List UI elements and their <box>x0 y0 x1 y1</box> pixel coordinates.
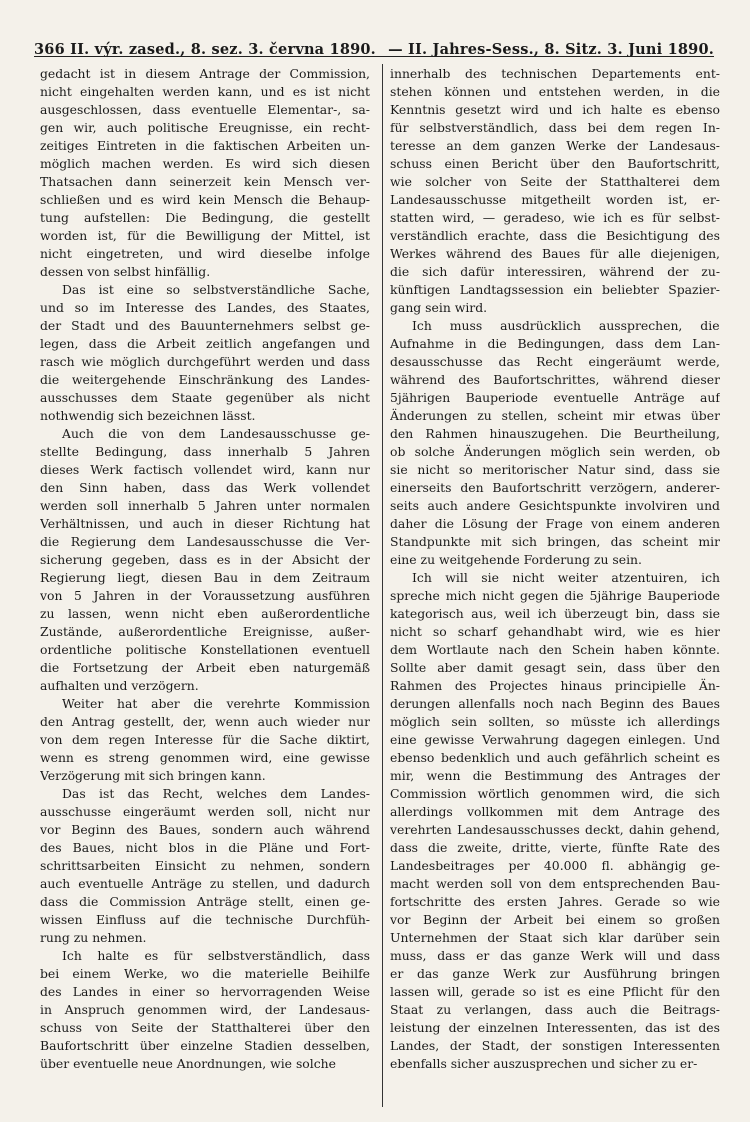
text-line: die Fortsetzung der Arbeit eben naturgemäß <box>40 660 370 675</box>
text-line: Auch die von dem Landesausschusse ge- <box>62 426 370 441</box>
text-line: ebenso bedenklich und auch gefährlich scheint es <box>390 750 720 765</box>
text-line: die Regierung dem Landesausschusse die Ver- <box>40 534 370 549</box>
text-line: nicht so scharf gehandhabt wird, wie es hier <box>390 624 720 639</box>
text-line: und so im Interesse des Landes, des Staates, <box>40 300 370 315</box>
right-column <box>390 65 720 1073</box>
text-line: schuss einen Bericht über den Baufortschritt, <box>390 156 720 171</box>
paragraph <box>40 65 370 281</box>
text-line: von dem regen Interesse für die Sache diktirt, <box>40 732 370 747</box>
text-line: werden soll innerhalb 5 Jahren unter normalen <box>40 498 370 513</box>
text-line: statten wird, — geradeso, wie ich es für selbst- <box>390 210 720 225</box>
text-line: möglich machen werden. Es wird sich diesen <box>40 156 370 171</box>
text-line: Baufortschritt über einzelne Stadien desselben, <box>40 1038 370 1053</box>
text-line: lassen will, gerade so ist es eine Pflicht für den <box>390 984 720 999</box>
text-line: ausschusses dem Staate gegenüber als nicht <box>40 390 370 405</box>
text-line: Werkes während des Baues für alle diejenigen, <box>390 246 720 261</box>
text-line: ausgeschlossen, dass eventuelle Elementar-, sa- <box>40 102 370 117</box>
text-line: verehrten Landesausschusses deckt, dahin gehend, <box>390 822 720 837</box>
text-line: wissen Einfluss auf die technische Durchfüh- <box>40 912 370 927</box>
text-line: spreche mich nicht gegen die 5jährige Bauperiode <box>390 588 720 603</box>
paragraph <box>390 317 720 569</box>
page-header <box>34 24 714 58</box>
paragraph <box>40 281 370 425</box>
text-line: gedacht ist in diesem Antrage der Commission, <box>40 66 370 81</box>
text-line: den Rahmen hinauszugehen. Die Beurtheilung, <box>390 426 720 441</box>
text-line: Ich will sie nicht weiter atzentuiren, ich <box>412 570 720 585</box>
text-line: macht werden soll von dem entsprechenden Bau- <box>390 876 720 891</box>
paragraph <box>40 785 370 947</box>
text-line: sie nicht so meritorischer Natur sind, dass sie <box>390 462 720 477</box>
text-line: Kenntnis gesetzt wird und ich halte es ebenso <box>390 102 720 117</box>
text-line: Weiter hat aber die verehrte Kommission <box>62 696 370 711</box>
text-line: Sollte aber damit gesagt sein, dass über den <box>390 660 720 675</box>
text-line: Standpunkte mit sich bringen, das scheint mir <box>390 534 720 549</box>
text-line: dass die zweite, dritte, vierte, fünfte Rate des <box>390 840 720 855</box>
text-line: die sich dafür interessiren, während der zu- <box>390 264 720 279</box>
paragraph <box>40 425 370 695</box>
text-line: desausschusse das Recht eingeräumt werde, <box>390 354 720 369</box>
paragraph <box>40 695 370 785</box>
text-line: Das ist das Recht, welches dem Landes- <box>62 786 370 801</box>
text-line: fortschritte des ersten Jahres. Gerade so wie <box>390 894 720 909</box>
text-line: dem Wortlaute nach den Schein haben könnte. <box>390 642 720 657</box>
text-line: eine gewisse Verwahrung dagegen einlegen. Und <box>390 732 720 747</box>
text-line: stellte Bedingung, dass innerhalb 5 Jahren <box>40 444 370 459</box>
text-line: Staat zu verlangen, dass auch die Beitrags- <box>390 1002 720 1017</box>
text-line: gen wir, auch politische Ereugnisse, ein recht- <box>40 120 370 135</box>
text-line: einerseits den Baufortschritt verzögern, anderer- <box>390 480 720 495</box>
text-line: stehen können und entstehen werden, in die <box>390 84 720 99</box>
text-line: Ich muss ausdrücklich aussprechen, die <box>412 318 720 333</box>
text-line: gang sein wird. <box>390 300 488 315</box>
text-line: Verzögerung mit sich bringen kann. <box>40 768 266 783</box>
text-line: vor Beginn der Arbeit bei einem so großen <box>390 912 720 927</box>
text-line: Zustände, außerordentliche Ereignisse, außer- <box>40 624 370 639</box>
text-line: bei einem Werke, wo die materielle Beihilfe <box>40 966 370 981</box>
text-line: 5jährigen Bauperiode eventuelle Anträge auf <box>390 390 720 405</box>
text-line: ob solche Änderungen möglich sein werden, ob <box>390 444 720 459</box>
text-line: Änderungen zu stellen, scheint mir etwas über <box>390 408 720 423</box>
text-line: ebenfalls sicher auszusprechen und sicher zu er- <box>390 1056 698 1071</box>
text-line: in Anspruch genommen wird, der Landesaus- <box>40 1002 370 1017</box>
text-line: seits auch andere Gesichtspunkte involviren und <box>390 498 720 513</box>
text-line: legen, dass die Arbeit zeitlich angefangen und <box>40 336 370 351</box>
text-line: Landes, der Stadt, der sonstigen Interessenten <box>390 1038 720 1053</box>
text-line: die weitergehende Einschränkung des Landes- <box>40 372 370 387</box>
column-divider <box>382 64 383 1107</box>
text-line: eine zu weitgehende Forderung zu sein. <box>390 552 642 567</box>
text-line: verständlich erachte, dass die Besichtigung des <box>390 228 720 243</box>
text-line: schuss von Seite der Statthalterei über den <box>40 1020 370 1035</box>
text-line: des Baues, nicht blos in die Pläne und Fort- <box>40 840 370 855</box>
text-line: leistung der einzelnen Interessenten, das ist des <box>390 1020 720 1035</box>
text-line: wenn es streng genommen wird, eine gewisse <box>40 750 370 765</box>
text-line: muss, dass er das ganze Werk will und dass <box>390 948 720 963</box>
paragraph <box>40 947 370 1073</box>
text-line: von 5 Jahren in der Voraussetzung ausführen <box>40 588 370 603</box>
text-line: schrittsarbeiten Einsicht zu nehmen, sondern <box>40 858 370 873</box>
text-line: Ich halte es für selbstverständlich, dass <box>62 948 370 963</box>
text-line: schließen und es wird kein Mensch die Behaup- <box>40 192 370 207</box>
text-line: Commission wörtlich genommen wird, die sich <box>390 786 720 801</box>
text-line: allerdings vollkommen mit dem Antrage des <box>390 804 720 819</box>
text-line: zeitiges Eintreten in die faktischen Arbeiten un- <box>40 138 370 153</box>
text-line: über eventuelle neue Anordnungen, wie solche <box>40 1056 336 1071</box>
text-line: er das ganze Werk zur Ausführung bringen <box>390 966 720 981</box>
text-line: nicht eingetreten, und wird dieselbe infolge <box>40 246 370 261</box>
header-right: — II. Jahres-Sess., 8. Sitz. 3. Juni 1890. <box>388 41 714 58</box>
text-line: Aufnahme in die Bedingungen, dass dem Lan- <box>390 336 720 351</box>
text-line: künftigen Landtagssession ein beliebter Spazier- <box>390 282 720 297</box>
text-line: aufhalten und verzögern. <box>40 678 199 693</box>
text-line: Thatsachen dann seinerzeit kein Mensch ver- <box>40 174 370 189</box>
text-line: derungen allenfalls noch nach Beginn des Baues <box>390 696 720 711</box>
text-line: Rahmen des Projectes hinaus principielle Än- <box>390 678 720 693</box>
text-line: Landesbeitrages per 40.000 fl. abhängig ge- <box>390 858 720 873</box>
text-line: dieses Werk factisch vollendet wird, kann nur <box>40 462 370 477</box>
text-line: teresse an dem ganzen Werke der Landesaus- <box>390 138 720 153</box>
text-line: innerhalb des technischen Departements ent- <box>390 66 720 81</box>
text-line: Regierung liegt, diesen Bau in dem Zeitraum <box>40 570 370 585</box>
text-line: vor Beginn des Baues, sondern auch während <box>40 822 370 837</box>
text-line: während des Baufortschrittes, während dieser <box>390 372 720 387</box>
paragraph <box>390 65 720 317</box>
text-line: des Landes in einer so hervorragenden Weise <box>40 984 370 999</box>
text-line: nicht eingehalten werden kann, und es ist nicht <box>40 84 370 99</box>
text-line: Landesausschusse mitgetheilt worden ist, er- <box>390 192 720 207</box>
text-line: nothwendig sich bezeichnen lässt. <box>40 408 256 423</box>
text-line: den Antrag gestellt, der, wenn auch wieder nur <box>40 714 370 729</box>
text-line: daher die Lösung der Frage von einem anderen <box>390 516 720 531</box>
text-line: möglich sein sollten, so müsste ich allerdings <box>390 714 720 729</box>
text-line: zu lassen, wenn nicht eben außerordentliche <box>40 606 370 621</box>
text-line: den Sinn haben, dass das Werk vollendet <box>40 480 370 495</box>
text-line: dessen von selbst hinfällig. <box>40 264 211 279</box>
text-line: Das ist eine so selbstverständliche Sache, <box>62 282 370 297</box>
text-line: ausschusse eingeräumt werden soll, nicht nur <box>40 804 370 819</box>
header-left: 366 II. výr. zased., 8. sez. 3. června 1890. <box>34 41 376 58</box>
text-line: sicherung gegeben, dass es in der Absicht der <box>40 552 370 567</box>
text-line: der Stadt und des Bauunternehmers selbst ge- <box>40 318 370 333</box>
left-column <box>40 65 370 1073</box>
text-line: worden ist, für die Bewilligung der Mittel, ist <box>40 228 370 243</box>
text-line: Verhältnissen, und auch in dieser Richtung hat <box>40 516 370 531</box>
paragraph <box>390 569 720 1073</box>
text-line: kategorisch aus, weil ich überzeugt bin, dass sie <box>390 606 720 621</box>
text-line: rung zu nehmen. <box>40 930 147 945</box>
text-line: rasch wie möglich durchgeführt werden und dass <box>40 354 370 369</box>
text-line: für selbstverständlich, dass bei dem regen In- <box>390 120 720 135</box>
text-line: wie solcher von Seite der Statthalterei dem <box>390 174 720 189</box>
text-line: ordentliche politische Konstellationen eventuell <box>40 642 370 657</box>
text-line: tung aufstellen: Die Bedingung, die gestellt <box>40 210 370 225</box>
text-line: Unternehmen der Staat sich klar darüber sein <box>390 930 720 945</box>
text-line: auch eventuelle Anträge zu stellen, und dadurch <box>40 876 370 891</box>
text-line: dass die Commission Anträge stellt, einen ge- <box>40 894 370 909</box>
text-line: mir, wenn die Bestimmung des Antrages der <box>390 768 720 783</box>
header-rule <box>34 56 714 57</box>
